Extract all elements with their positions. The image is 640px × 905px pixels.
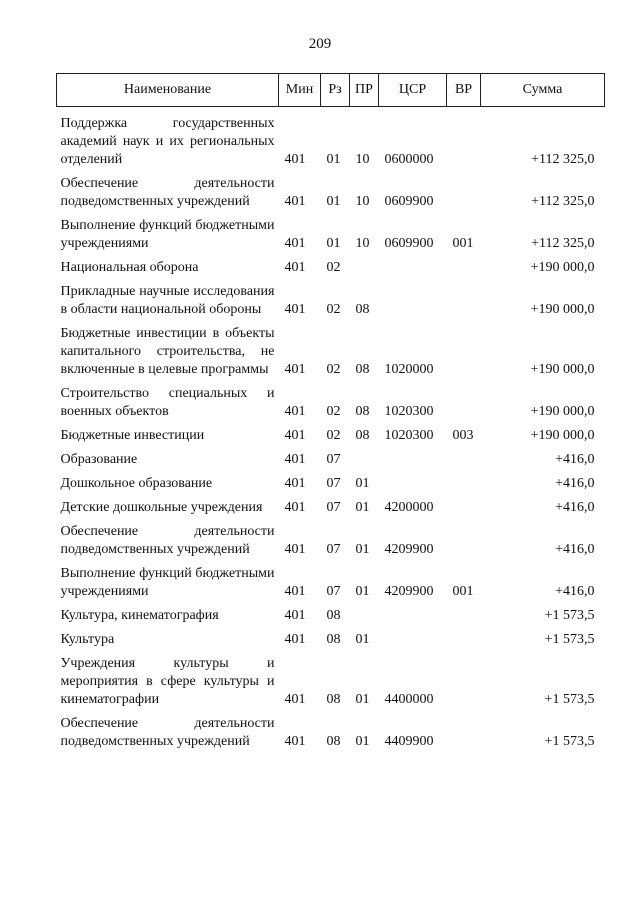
row-sum: +112 325,0	[531, 152, 595, 167]
row-csr: 0600000	[384, 152, 434, 167]
table-row	[57, 521, 605, 563]
row-sum: +1 573,5	[544, 734, 595, 749]
row-rz: 02	[326, 260, 341, 275]
row-vr	[447, 323, 481, 383]
row-vr	[447, 629, 481, 653]
row-csr: 1020300	[384, 404, 434, 419]
row-pr	[350, 605, 379, 629]
row-pr: 08	[355, 302, 370, 317]
row-rz: 07	[326, 452, 341, 467]
row-rz: 08	[326, 734, 341, 749]
row-min: 401	[284, 476, 306, 491]
row-name: Дошкольное образование	[60, 476, 213, 491]
table-row	[57, 605, 605, 629]
header-min: Мин	[279, 74, 321, 107]
row-pr: 01	[355, 584, 370, 599]
row-min: 401	[284, 302, 306, 317]
row-csr	[379, 449, 447, 473]
row-min: 401	[284, 500, 306, 515]
row-name: Выполнение функций бюджетными учреждениями	[60, 566, 275, 599]
row-rz: 02	[326, 428, 341, 443]
row-sum: +112 325,0	[531, 236, 595, 251]
row-sum: +416,0	[555, 584, 595, 599]
table-row	[57, 173, 605, 215]
row-name: Обеспечение деятельности подведомственных учреждений	[60, 524, 275, 557]
row-rz: 08	[326, 608, 341, 623]
row-sum: +190 000,0	[530, 260, 595, 275]
row-name: Прикладные научные исследования в области национальной обороны	[60, 284, 275, 317]
row-rz: 01	[326, 236, 341, 251]
row-csr: 4400000	[384, 692, 434, 707]
header-name: Наименование	[57, 74, 279, 107]
table-row	[57, 449, 605, 473]
row-sum: +1 573,5	[544, 632, 595, 647]
row-rz: 01	[326, 152, 341, 167]
table-row	[57, 473, 605, 497]
table-row	[57, 497, 605, 521]
row-csr: 0609900	[384, 194, 434, 209]
row-rz: 07	[326, 500, 341, 515]
row-pr: 08	[355, 428, 370, 443]
row-rz: 08	[326, 632, 341, 647]
row-pr: 01	[355, 476, 370, 491]
row-csr: 4209900	[384, 584, 434, 599]
row-name: Бюджетные инвестиции в объекты капитального строительства, не включенные в целевые программы	[60, 326, 275, 377]
row-sum: +416,0	[555, 476, 595, 491]
row-csr: 4200000	[384, 500, 434, 515]
budget-table	[56, 73, 605, 755]
row-min: 401	[284, 236, 306, 251]
row-vr	[447, 257, 481, 281]
row-name: Национальная оборона	[60, 260, 199, 275]
table-row	[57, 713, 605, 755]
row-name: Обеспечение деятельности подведомственных учреждений	[60, 176, 275, 209]
row-vr	[447, 449, 481, 473]
row-name: Образование	[60, 452, 138, 467]
table-row	[57, 653, 605, 713]
row-csr: 0609900	[384, 236, 434, 251]
row-name: Строительство специальных и военных объектов	[60, 386, 275, 419]
row-name: Детские дошкольные учреждения	[60, 500, 263, 515]
row-min: 401	[284, 362, 306, 377]
row-vr	[447, 713, 481, 755]
row-pr: 01	[355, 542, 370, 557]
row-rz: 07	[326, 584, 341, 599]
row-min: 401	[284, 632, 306, 647]
row-name: Культура, кинематография	[60, 608, 219, 623]
row-csr	[379, 605, 447, 629]
row-csr	[379, 629, 447, 653]
table-row	[57, 323, 605, 383]
row-rz: 02	[326, 302, 341, 317]
row-csr	[379, 473, 447, 497]
row-pr: 01	[355, 692, 370, 707]
row-min: 401	[284, 428, 306, 443]
row-min: 401	[284, 608, 306, 623]
row-sum: +416,0	[555, 542, 595, 557]
table-row	[57, 383, 605, 425]
row-pr	[350, 449, 379, 473]
row-name: Бюджетные инвестиции	[60, 428, 205, 443]
table-row	[57, 563, 605, 605]
row-min: 401	[284, 584, 306, 599]
row-rz: 08	[326, 692, 341, 707]
row-sum: +190 000,0	[530, 362, 595, 377]
row-sum: +190 000,0	[530, 404, 595, 419]
header-rz: Рз	[321, 74, 350, 107]
row-sum: +416,0	[555, 452, 595, 467]
row-min: 401	[284, 404, 306, 419]
row-rz: 07	[326, 542, 341, 557]
header-pr: ПР	[350, 74, 379, 107]
row-min: 401	[284, 260, 306, 275]
row-name: Культура	[60, 632, 115, 647]
row-pr: 08	[355, 404, 370, 419]
row-name: Выполнение функций бюджетными учреждениями	[60, 218, 275, 251]
row-min: 401	[284, 194, 306, 209]
row-sum: +1 573,5	[544, 608, 595, 623]
row-vr	[447, 383, 481, 425]
header-csr: ЦСР	[379, 74, 447, 107]
header-vr: ВР	[447, 74, 481, 107]
row-vr	[447, 113, 481, 173]
row-vr: 001	[452, 584, 474, 599]
row-sum: +190 000,0	[530, 428, 595, 443]
table-row	[57, 425, 605, 449]
row-sum: +416,0	[555, 500, 595, 515]
row-sum: +190 000,0	[530, 302, 595, 317]
header-row	[57, 74, 605, 107]
row-pr: 01	[355, 500, 370, 515]
row-min: 401	[284, 542, 306, 557]
table-row	[57, 113, 605, 173]
row-min: 401	[284, 692, 306, 707]
row-rz: 02	[326, 362, 341, 377]
row-csr	[379, 257, 447, 281]
row-pr: 10	[355, 236, 370, 251]
row-vr: 001	[452, 236, 474, 251]
row-pr: 08	[355, 362, 370, 377]
row-vr	[447, 605, 481, 629]
row-rz: 02	[326, 404, 341, 419]
table-row	[57, 629, 605, 653]
row-vr	[447, 653, 481, 713]
row-csr: 4209900	[384, 542, 434, 557]
table-row	[57, 281, 605, 323]
row-vr	[447, 521, 481, 563]
row-sum: +112 325,0	[531, 194, 595, 209]
row-pr: 01	[355, 632, 370, 647]
row-vr	[447, 173, 481, 215]
row-rz: 01	[326, 194, 341, 209]
row-vr: 003	[452, 428, 474, 443]
row-vr	[447, 497, 481, 521]
table-row	[57, 257, 605, 281]
row-pr: 10	[355, 194, 370, 209]
row-rz: 07	[326, 476, 341, 491]
row-name: Поддержка государственных академий наук и их региональных отделений	[60, 116, 275, 167]
row-name: Учреждения культуры и мероприятия в сфере культуры и кинематографии	[60, 656, 275, 707]
row-vr	[447, 473, 481, 497]
row-pr	[350, 257, 379, 281]
row-sum: +1 573,5	[544, 692, 595, 707]
row-min: 401	[284, 452, 306, 467]
row-csr: 1020300	[384, 428, 434, 443]
row-csr: 4409900	[384, 734, 434, 749]
row-pr: 01	[355, 734, 370, 749]
row-min: 401	[284, 734, 306, 749]
row-csr	[379, 281, 447, 323]
row-vr	[447, 281, 481, 323]
row-min: 401	[284, 152, 306, 167]
row-csr: 1020000	[384, 362, 434, 377]
row-pr: 10	[355, 152, 370, 167]
header-sum: Сумма	[481, 74, 605, 107]
page-number: 209	[308, 36, 332, 52]
table-row	[57, 215, 605, 257]
row-name: Обеспечение деятельности подведомственных учреждений	[60, 716, 275, 749]
